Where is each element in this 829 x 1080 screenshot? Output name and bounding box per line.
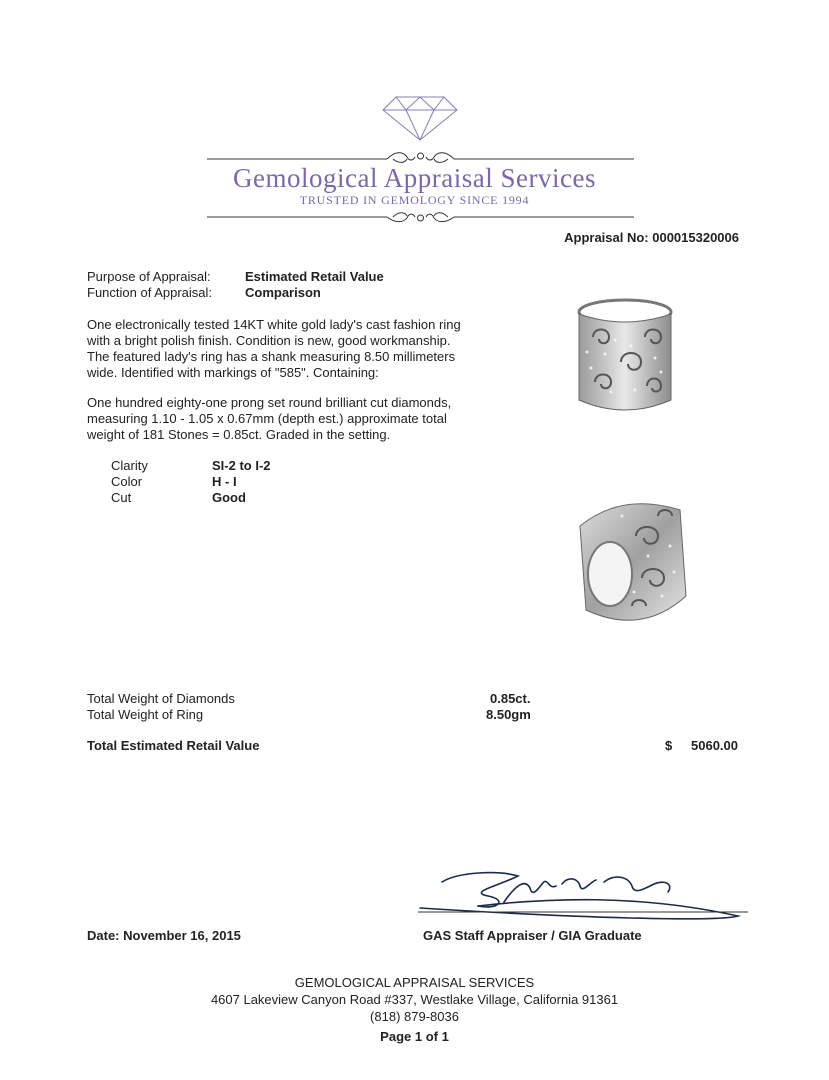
footer-address: 4607 Lakeview Canyon Road #337, Westlake Village, California 91361 (210, 992, 619, 1007)
cut-value: Good (212, 490, 246, 505)
appraisal-number: Appraisal No: 000015320006 (564, 230, 739, 245)
footer (0, 974, 829, 1045)
total-ring-label: Total Weight of Ring (87, 707, 204, 722)
clarity-value: SI-2 to I-2 (212, 458, 271, 473)
function-value: Comparison (245, 285, 321, 300)
diamond-description (87, 395, 492, 443)
cut-label: Cut (111, 490, 132, 505)
description-line: with a bright polish finish. Condition is new, good workmanship. (87, 333, 451, 348)
retail-value-amount: 5060.00 (691, 738, 738, 753)
ring-description (87, 317, 492, 381)
purpose-label: Purpose of Appraisal: (87, 269, 211, 284)
diamond-logo-icon (380, 94, 460, 142)
color-label: Color (111, 474, 143, 489)
appraiser-signature (418, 866, 748, 922)
purpose-value: Estimated Retail Value (245, 269, 384, 284)
function-label: Function of Appraisal: (87, 285, 213, 300)
diamond-line: One hundred eighty-one prong set round brilliant cut diamonds, (87, 395, 452, 410)
retail-value-label: Total Estimated Retail Value (87, 738, 260, 753)
ring-photo-front (565, 292, 685, 422)
currency-symbol: $ (665, 738, 673, 753)
page-number: Page 1 of 1 (380, 1029, 449, 1044)
bottom-flourish-divider (207, 209, 634, 225)
description-line: One electronically tested 14KT white gold lady's cast fashion ring (87, 317, 461, 332)
company-tagline (0, 193, 829, 208)
diamond-line: weight of 181 Stones = 0.85ct. Graded in the setting. (87, 427, 391, 442)
tagline-text: TRUSTED IN GEMOLOGY SINCE 1994 (299, 193, 530, 207)
total-diamonds-value: 0.85ct. (490, 691, 531, 706)
total-ring-value: 8.50gm (486, 707, 531, 722)
clarity-label: Clarity (111, 458, 148, 473)
ring-photo-angled (562, 486, 700, 636)
total-diamonds-label: Total Weight of Diamonds (87, 691, 235, 706)
appraiser-title: GAS Staff Appraiser / GIA Graduate (423, 928, 642, 943)
company-name: Gemological Appraisal Services (233, 163, 596, 193)
appraisal-date: Date: November 16, 2015 (87, 928, 241, 943)
color-value: H - I (212, 474, 237, 489)
description-line: wide. Identified with markings of "585". Containing: (87, 365, 379, 380)
footer-phone: (818) 879-8036 (370, 1009, 459, 1024)
description-line: The featured lady's ring has a shank measuring 8.50 millimeters (87, 349, 456, 364)
diamond-line: measuring 1.10 - 1.05 x 0.67mm (depth est.) approximate total (87, 411, 447, 426)
footer-company: GEMOLOGICAL APPRAISAL SERVICES (294, 975, 535, 990)
